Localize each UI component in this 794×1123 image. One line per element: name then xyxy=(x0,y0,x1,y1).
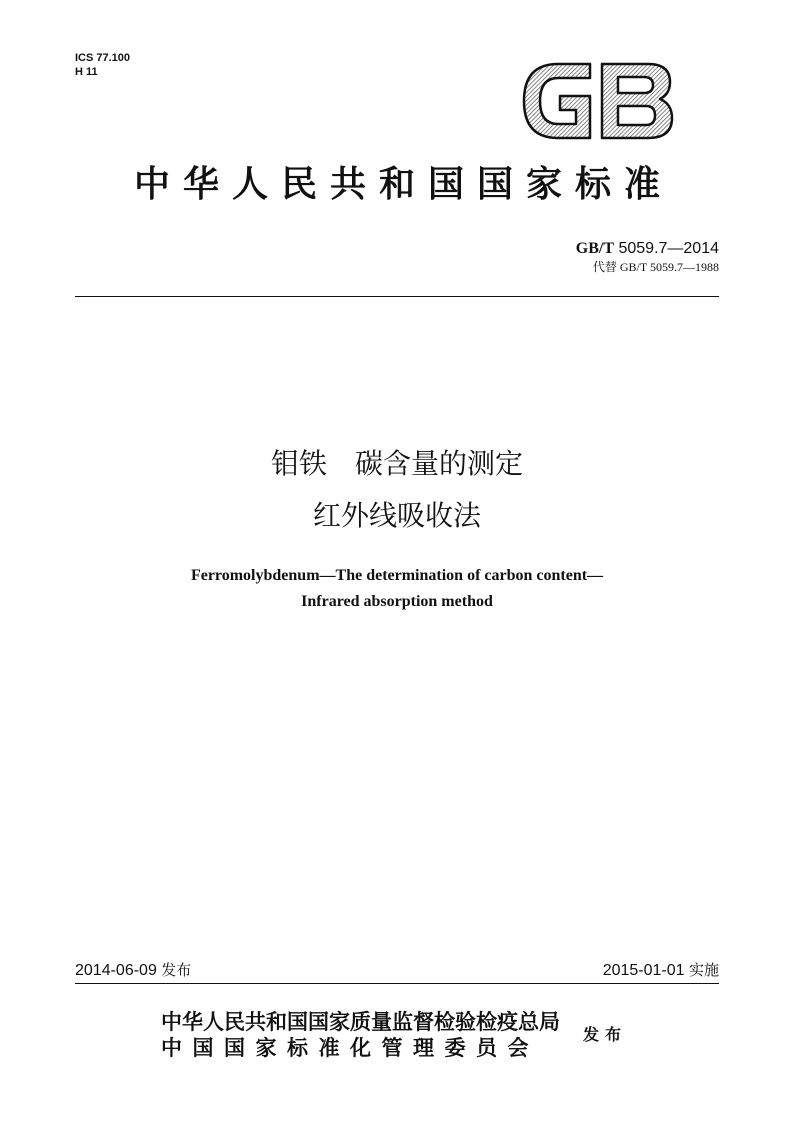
issue-date xyxy=(75,960,191,981)
title-chinese-line1: 钼铁 碳含量的测定 xyxy=(270,447,523,480)
issuer-line2: 中国国家标准化管理委员会 xyxy=(161,1036,539,1060)
implementation-date xyxy=(603,960,719,981)
title-english-line1: Ferromolybdenum—The determination of carbon content— xyxy=(190,567,604,584)
top-divider xyxy=(75,296,719,297)
replaces-standard: 代替 GB/T 5059.7—1988 xyxy=(592,260,719,274)
bottom-divider xyxy=(75,983,719,984)
standard-number-value: 5059.7—2014 xyxy=(618,240,719,257)
standard-number-prefix: GB/T xyxy=(575,240,615,257)
issuer-line1: 中华人民共和国国家质量监督检验检疫总局 xyxy=(161,1010,560,1034)
implementation-date-label: 实施 xyxy=(688,961,719,979)
title-english-line2: Infrared absorption method xyxy=(301,593,493,610)
ics-code: ICS 77.100 xyxy=(75,52,131,64)
standard-number xyxy=(576,239,719,259)
publish-label: 发布 xyxy=(583,1025,628,1044)
issue-date-value: 2014-06-09 xyxy=(75,962,157,979)
implementation-date-value: 2015-01-01 xyxy=(602,962,685,979)
title-chinese-line2: 红外线吸收法 xyxy=(312,499,481,532)
gb-logo-icon xyxy=(520,60,676,142)
national-standard-title: 中华人民共和国国家标准 xyxy=(133,164,673,205)
issue-date-label: 发布 xyxy=(161,961,192,979)
ccs-code: H 11 xyxy=(75,66,98,78)
